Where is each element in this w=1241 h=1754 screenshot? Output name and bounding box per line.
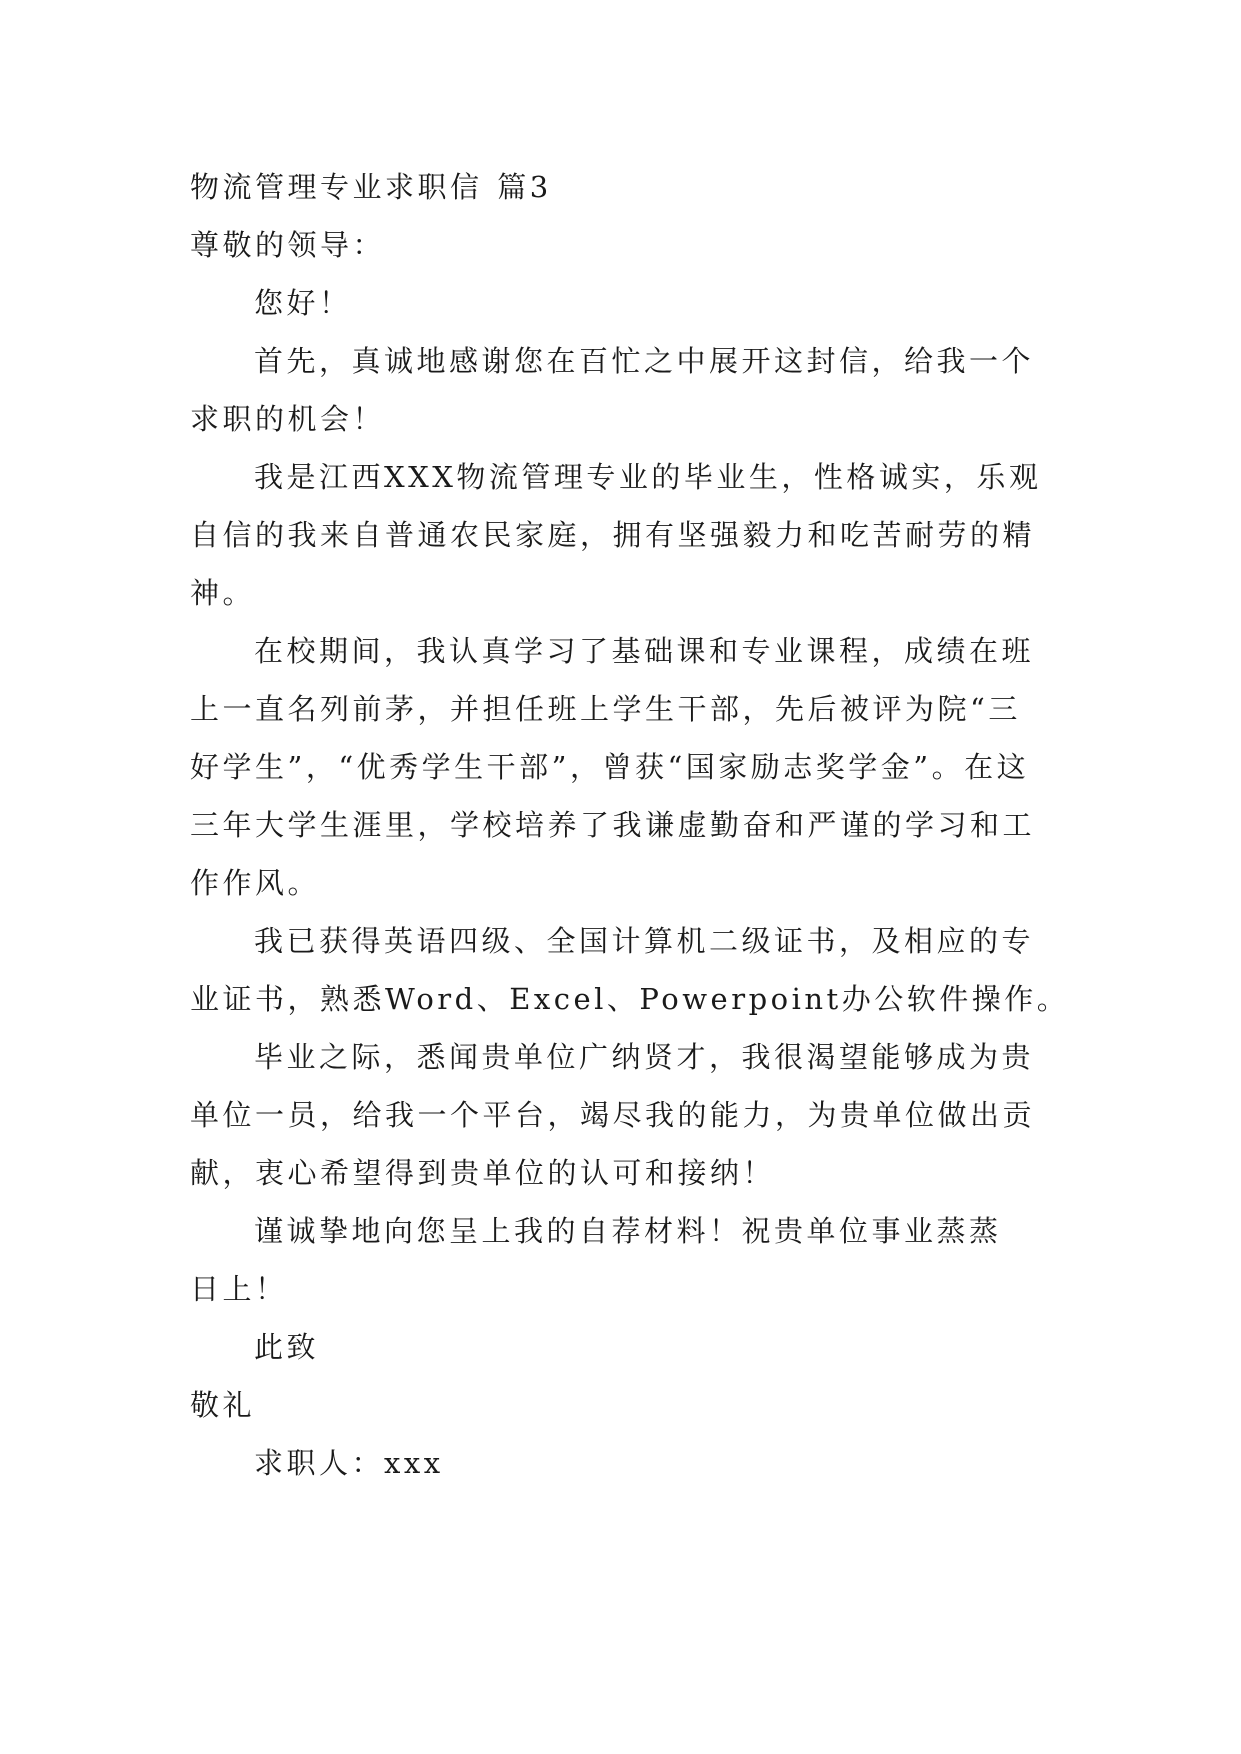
closing-cizhi: 此致 — [254, 1330, 320, 1364]
signature: 求职人：xxx — [254, 1446, 444, 1480]
paragraph-line: 在校期间，我认真学习了基础课和专业课程，成绩在班 — [254, 634, 1035, 668]
paragraph-line: 我是江西XXX物流管理专业的毕业生，性格诚实，乐观 — [254, 460, 1042, 494]
paragraph-line: 好学生”，“优秀学生干部”，曾获“国家励志奖学金”。在这 — [190, 750, 1030, 784]
paragraph — [190, 1202, 1058, 1318]
paragraph-line: 神。 — [190, 576, 256, 610]
closing-jingli: 敬礼 — [190, 1388, 256, 1422]
paragraph — [190, 332, 1058, 448]
paragraph — [190, 1028, 1058, 1202]
paragraph-line: 谨诚挚地向您呈上我的自荐材料！祝贵单位事业蒸蒸 — [254, 1214, 1002, 1248]
paragraph — [190, 448, 1058, 622]
paragraph-line: 单位一员，给我一个平台，竭尽我的能力，为贵单位做出贡 — [190, 1098, 1036, 1132]
paragraph — [190, 912, 1070, 1028]
paragraph-line: 三年大学生涯里，学校培养了我谦虚勤奋和严谨的学习和工 — [190, 808, 1036, 842]
paragraph-line: 求职的机会！ — [190, 402, 386, 436]
letter-body — [190, 158, 1070, 1492]
paragraph-line: 首先，真诚地感谢您在百忙之中展开这封信，给我一个 — [254, 344, 1035, 378]
paragraph-line: 作作风。 — [190, 866, 321, 900]
greeting: 您好！ — [254, 286, 352, 320]
paragraph-line: 献，衷心希望得到贵单位的认可和接纳！ — [190, 1156, 776, 1190]
paragraph-line: 上一直名列前茅，并担任班上学生干部，先后被评为院“三 — [190, 692, 1021, 726]
salutation: 尊敬的领导： — [190, 228, 386, 262]
paragraph — [190, 622, 1058, 912]
paragraph-line: 业证书，熟悉Word、Excel、Powerpoint办公软件操作。 — [190, 982, 1070, 1016]
document-title: 物流管理专业求职信 篇3 — [190, 170, 552, 204]
paragraph-line: 我已获得英语四级、全国计算机二级证书，及相应的专 — [254, 924, 1035, 958]
paragraph-line: 自信的我来自普通农民家庭，拥有坚强毅力和吃苦耐劳的精 — [190, 518, 1036, 552]
paragraph-line: 毕业之际，悉闻贵单位广纳贤才，我很渴望能够成为贵 — [254, 1040, 1035, 1074]
paragraph-line: 日上！ — [190, 1272, 288, 1306]
